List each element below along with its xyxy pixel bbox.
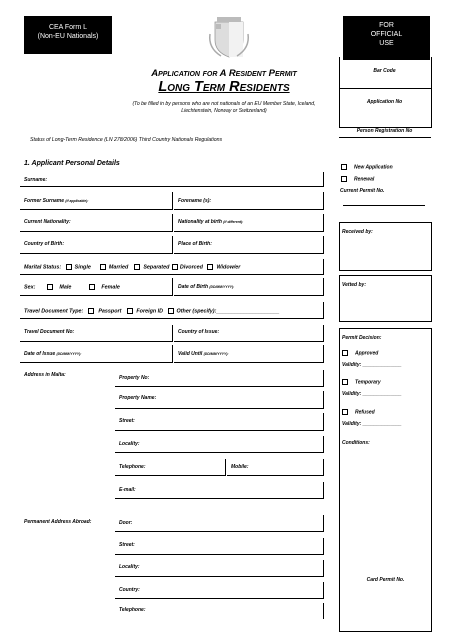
passport-checkbox[interactable] — [88, 308, 94, 314]
property-name-field[interactable] — [115, 391, 324, 409]
passport-label: Passport — [98, 308, 122, 315]
married-label: Married — [108, 264, 129, 271]
received-by-label: Received by: — [342, 229, 373, 235]
renewal-option[interactable] — [341, 176, 374, 182]
place-of-birth-field[interactable] — [174, 236, 324, 254]
date-of-issue-label: Date of Issue (DD/MM/YYYY): — [24, 351, 82, 357]
new-application-checkbox[interactable] — [341, 164, 347, 170]
date-of-issue-field[interactable] — [20, 345, 173, 363]
permit-decision-label: Permit Decision: — [342, 335, 382, 341]
abroad-street-label: Street: — [119, 542, 135, 548]
locality-label: Locality: — [119, 441, 140, 447]
nationality-at-birth-field[interactable] — [174, 214, 324, 232]
abroad-street-field[interactable] — [115, 538, 324, 555]
temporary-validity[interactable]: Validity: ______________ — [342, 391, 402, 397]
date-of-birth-label: Date of Birth (DD/MM/YYYY): — [178, 284, 235, 290]
current-permit-field[interactable] — [343, 205, 425, 206]
address-in-malta-label: Address in Malta: — [24, 372, 66, 378]
forename-label: Forename (s): — [178, 198, 212, 204]
renewal-label: Renewal — [353, 176, 375, 183]
official-use-line2: OFFICIAL — [370, 31, 403, 38]
travel-doc-no-field[interactable] — [20, 325, 173, 342]
section-heading: 1. Applicant Personal Details — [24, 160, 120, 167]
male-label: Male — [59, 284, 72, 291]
female-checkbox[interactable] — [89, 284, 95, 290]
single-checkbox[interactable] — [66, 264, 72, 270]
temporary-checkbox[interactable] — [342, 379, 348, 385]
refused-option[interactable] — [342, 409, 375, 415]
vetted-by-box[interactable] — [339, 275, 432, 322]
received-by-box[interactable] — [339, 222, 432, 271]
street-field[interactable] — [115, 413, 324, 431]
renewal-checkbox[interactable] — [341, 176, 347, 182]
approved-checkbox[interactable] — [342, 350, 348, 356]
subtitle-line1: (To be filled in by persons who are not nationals of an EU Member State, Iceland, — [132, 101, 316, 107]
other-label[interactable]: Other (specify):_____________________ — [176, 308, 280, 315]
abroad-telephone-label: Telephone: — [119, 607, 146, 613]
place-of-birth-label: Place of Birth: — [178, 241, 212, 247]
male-checkbox[interactable] — [47, 284, 53, 290]
street-label: Street: — [119, 418, 135, 424]
email-label: E-mail: — [119, 487, 136, 493]
property-no-label: Property No: — [119, 375, 150, 381]
former-surname-label: Former Surname (if applicable): — [24, 198, 89, 204]
approved-validity[interactable]: Validity: ______________ — [342, 362, 402, 368]
single-label: Single — [74, 264, 91, 271]
foreign-id-checkbox[interactable] — [127, 308, 133, 314]
refused-checkbox[interactable] — [342, 409, 348, 415]
official-use-box — [343, 16, 430, 60]
temporary-option[interactable] — [342, 379, 381, 385]
form-title: Application for A Resident Permit — [151, 68, 297, 79]
female-label: Female — [101, 284, 120, 291]
regulation-line: Status of Long-Term Residence (LN 278/2006) Third Country Nationals Regulations — [30, 137, 223, 143]
door-field[interactable] — [115, 515, 324, 532]
form-subtitle — [108, 101, 340, 115]
country-of-issue-label: Country of Issue: — [178, 329, 220, 335]
separated-checkbox[interactable] — [134, 264, 140, 270]
official-use-line3: USE — [379, 40, 394, 47]
nationality-at-birth-label: Nationality at birth (if different): — [178, 219, 244, 225]
marital-status-label: Marital Status: — [24, 264, 62, 271]
surname-label: Surname: — [24, 177, 48, 183]
permit-decision-box — [339, 328, 432, 632]
former-surname-field[interactable] — [20, 192, 173, 210]
travel-doc-type-label: Travel Document Type: — [24, 308, 84, 315]
country-of-issue-field[interactable] — [174, 325, 324, 342]
form-title-main: Long Term Residents — [158, 79, 290, 95]
mobile-label: Mobile: — [231, 464, 249, 470]
form-label-line2: (Non-EU Nationals) — [37, 33, 99, 40]
abroad-telephone-field[interactable] — [115, 603, 324, 619]
travel-doc-type-row — [20, 302, 324, 319]
refused-label: Refused — [354, 409, 375, 416]
locality-field[interactable] — [115, 436, 324, 453]
form-label-line1: CEA Form L — [48, 24, 88, 31]
current-permit-label: Current Permit No. — [340, 188, 385, 194]
widowed-checkbox[interactable] — [207, 264, 213, 270]
abroad-country-field[interactable] — [115, 582, 324, 599]
current-nationality-field[interactable] — [20, 214, 173, 232]
date-of-birth-field[interactable] — [174, 278, 324, 296]
surname-field[interactable] — [20, 172, 324, 187]
foreign-id-label: Foreign ID — [136, 308, 164, 315]
valid-until-label: Valid Until (DD/MM/YYYY): — [178, 351, 229, 357]
official-use-line1: FOR — [379, 22, 394, 29]
card-permit-label: Card Permit No. — [366, 577, 405, 583]
door-label: Door: — [119, 520, 133, 526]
forename-field[interactable] — [174, 192, 324, 210]
temporary-label: Temporary — [354, 379, 381, 386]
country-of-birth-field[interactable] — [20, 236, 173, 254]
form-label-box — [24, 16, 112, 54]
abroad-locality-label: Locality: — [119, 564, 140, 570]
abroad-locality-field[interactable] — [115, 560, 324, 577]
mobile-field[interactable] — [227, 459, 324, 476]
permanent-address-label: Permanent Address Abroad: — [24, 519, 92, 525]
married-checkbox[interactable] — [100, 264, 106, 270]
abroad-country-label: Country: — [119, 587, 140, 593]
valid-until-field[interactable] — [174, 345, 324, 363]
subtitle-line2: Liechtenstein, Norway or Switzerland) — [181, 108, 267, 114]
new-application-label: New Application — [353, 164, 393, 171]
country-of-birth-label: Country of Birth: — [24, 241, 64, 247]
travel-doc-no-label: Travel Document No: — [24, 329, 75, 335]
malta-crest-emblem — [207, 14, 251, 60]
conditions-label: Conditions: — [342, 440, 370, 446]
person-registration-label: Person Registration No — [356, 128, 413, 134]
sex-label: Sex: — [24, 284, 36, 291]
widowed-label: Widow/er — [216, 264, 241, 271]
separated-label: Separated — [143, 264, 170, 271]
email-field[interactable] — [115, 482, 324, 499]
property-name-label: Property Name: — [119, 395, 157, 401]
approved-label: Approved — [354, 350, 379, 357]
other-checkbox[interactable] — [168, 308, 174, 314]
refused-validity[interactable]: Validity: ______________ — [342, 421, 402, 427]
property-no-field[interactable] — [115, 370, 324, 387]
divorced-label: Divorced — [179, 264, 203, 271]
bar-code-label: Bar Code — [373, 68, 396, 74]
vetted-by-label: Vetted by: — [342, 282, 366, 288]
divorced-checkbox[interactable] — [172, 264, 178, 270]
new-application-option[interactable] — [341, 164, 393, 170]
telephone-field[interactable] — [115, 459, 226, 476]
marital-status-row — [20, 259, 324, 275]
approved-option[interactable] — [342, 350, 378, 356]
sex-row — [20, 278, 173, 296]
telephone-label: Telephone: — [119, 464, 146, 470]
application-no-label: Application No — [366, 99, 403, 105]
current-nationality-label: Current Nationality: — [24, 219, 71, 225]
